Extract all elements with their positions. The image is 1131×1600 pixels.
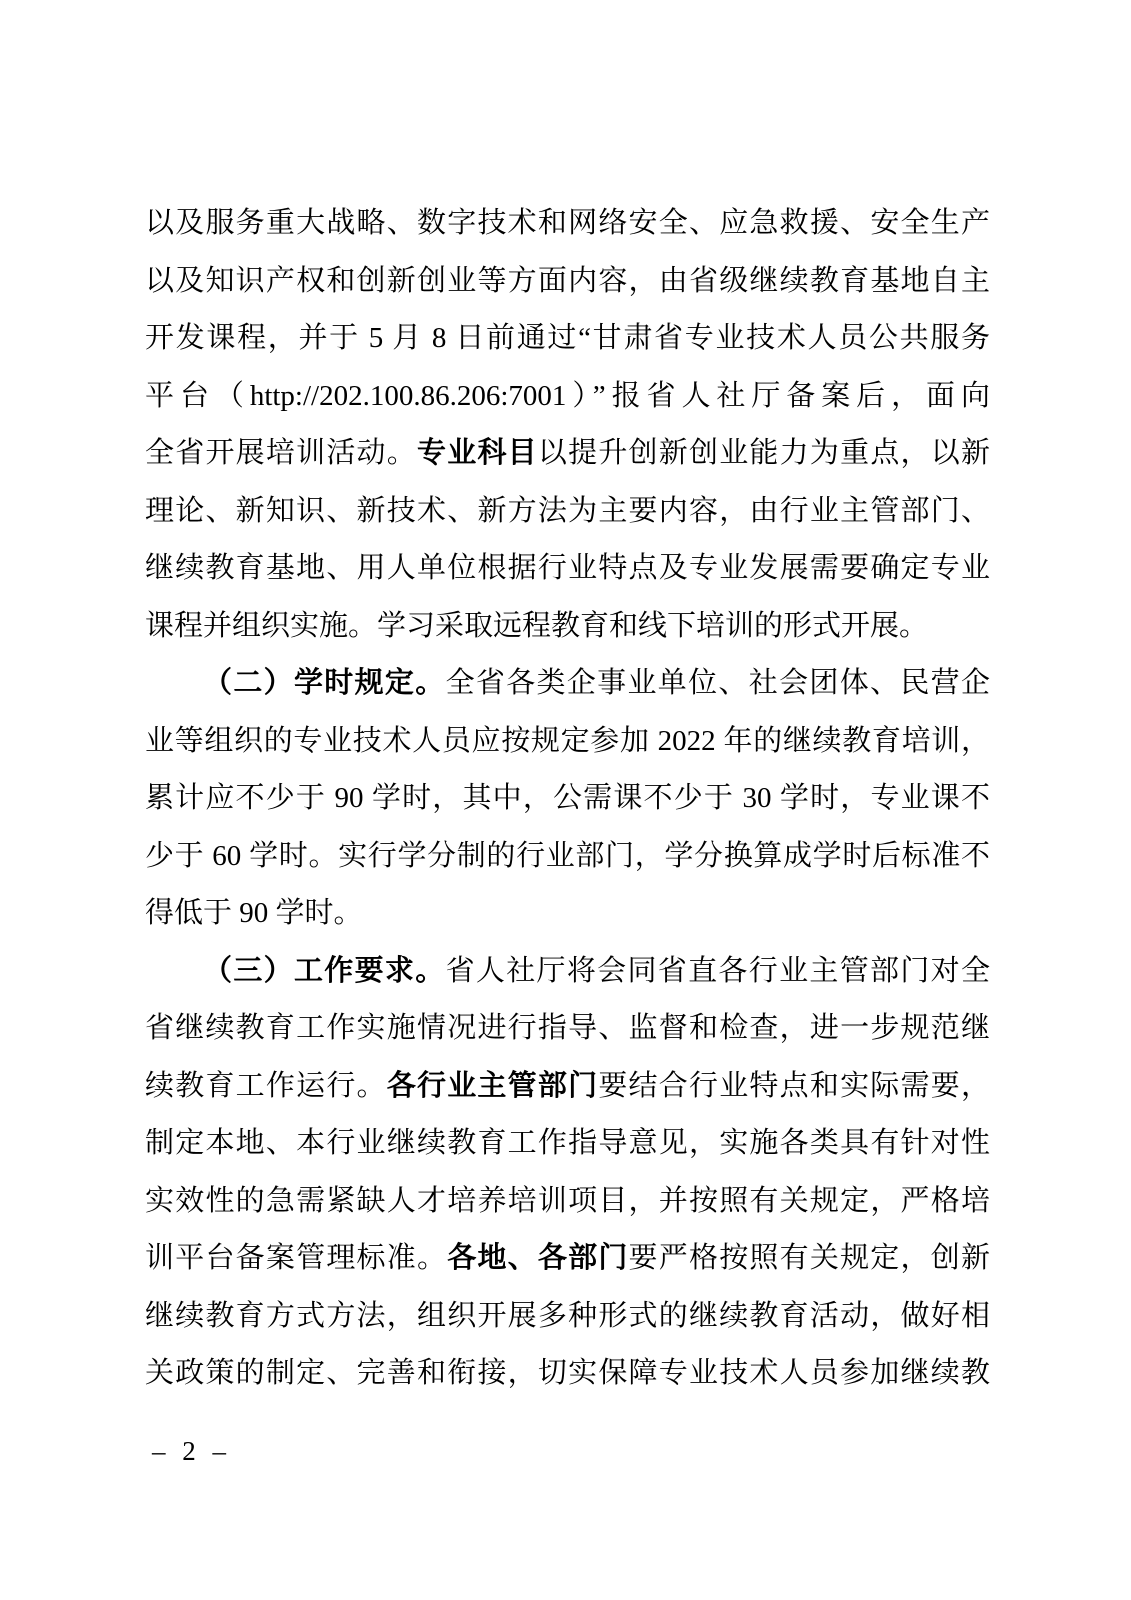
text-run: 省人社厅将会同省直各行业主管部门对全 xyxy=(445,954,990,987)
bold-text-run: 专业科目 xyxy=(417,437,538,469)
text-run: 以及知识产权和创新创业等方面内容，由省级继续教育基地自主 xyxy=(145,264,990,297)
text-run: 平台（http://202.100.86.206:7001）”报省人社厅备案后，面向 xyxy=(145,379,990,412)
text-run: 累计应不少于 90 学时，其中，公需课不少于 30 学时，专业课不 xyxy=(145,782,990,814)
text-line xyxy=(145,1288,990,1346)
page-number: – 2 – xyxy=(152,1436,231,1466)
text-line xyxy=(145,1173,990,1231)
text-line xyxy=(145,713,990,771)
text-run: 以提升创新创业能力为重点，以新 xyxy=(537,437,990,469)
text-line xyxy=(145,598,990,656)
text-run: 开发课程，并于 5 月 8 日前通过“甘肃省专业技术人员公共服务 xyxy=(145,322,990,354)
text-line xyxy=(145,253,990,311)
text-line xyxy=(145,195,990,253)
text-line xyxy=(145,1345,990,1403)
text-run: 继续教育方式方法，组织开展多种形式的继续教育活动，做好相 xyxy=(145,1299,990,1332)
text-line xyxy=(145,770,990,828)
section-heading-line xyxy=(145,943,990,1001)
text-run: 省继续教育工作实施情况进行指导、监督和检查，进一步规范继 xyxy=(145,1012,990,1044)
document-body xyxy=(145,195,990,1403)
text-line xyxy=(145,828,990,886)
text-line xyxy=(145,310,990,368)
bold-text-run: 各地、各部门 xyxy=(447,1242,629,1274)
text-run: 训平台备案管理标准。 xyxy=(145,1242,448,1274)
text-run: 全省各类企事业单位、社会团体、民营企 xyxy=(445,667,990,699)
section-heading: （二）学时规定。 xyxy=(203,667,446,699)
text-run: 要严格按照有关规定，创新 xyxy=(628,1242,990,1274)
text-run: 少于 60 学时。实行学分制的行业部门，学分换算成学时后标准不 xyxy=(145,839,990,872)
text-run: 续教育工作运行。 xyxy=(145,1069,387,1102)
text-line xyxy=(145,1000,990,1058)
section-heading-line xyxy=(145,655,990,713)
text-run: 制定本地、本行业继续教育工作指导意见，实施各类具有针对性 xyxy=(145,1127,990,1159)
text-run: 实效性的急需紧缺人才培养培训项目，并按照有关规定，严格培 xyxy=(145,1184,990,1217)
text-line-url xyxy=(145,368,990,426)
text-run: 得低于 90 学时。 xyxy=(145,897,363,929)
text-run: 要结合行业特点和实际需要， xyxy=(598,1069,990,1102)
text-line xyxy=(145,885,990,943)
section-heading: （三）工作要求。 xyxy=(203,954,446,987)
text-line xyxy=(145,1058,990,1116)
text-run: 继续教育基地、用人单位根据行业特点及专业发展需要确定专业 xyxy=(145,552,990,584)
bold-text-run: 各行业主管部门 xyxy=(386,1069,599,1102)
text-line xyxy=(145,540,990,598)
text-run: 关政策的制定、完善和衔接，切实保障专业技术人员参加继续教 xyxy=(145,1357,990,1389)
text-run: 课程并组织实施。学习采取远程教育和线下培训的形式开展。 xyxy=(145,609,929,642)
text-line xyxy=(145,483,990,541)
text-run: 业等组织的专业技术人员应按规定参加 2022 年的继续教育培训， xyxy=(145,724,990,757)
text-line xyxy=(145,1115,990,1173)
text-run: 以及服务重大战略、数字技术和网络安全、应急救援、安全生产 xyxy=(145,207,990,239)
text-line xyxy=(145,1230,990,1288)
text-line xyxy=(145,425,990,483)
text-run: 理论、新知识、新技术、新方法为主要内容，由行业主管部门、 xyxy=(145,494,990,527)
text-run: 全省开展培训活动。 xyxy=(145,437,417,469)
